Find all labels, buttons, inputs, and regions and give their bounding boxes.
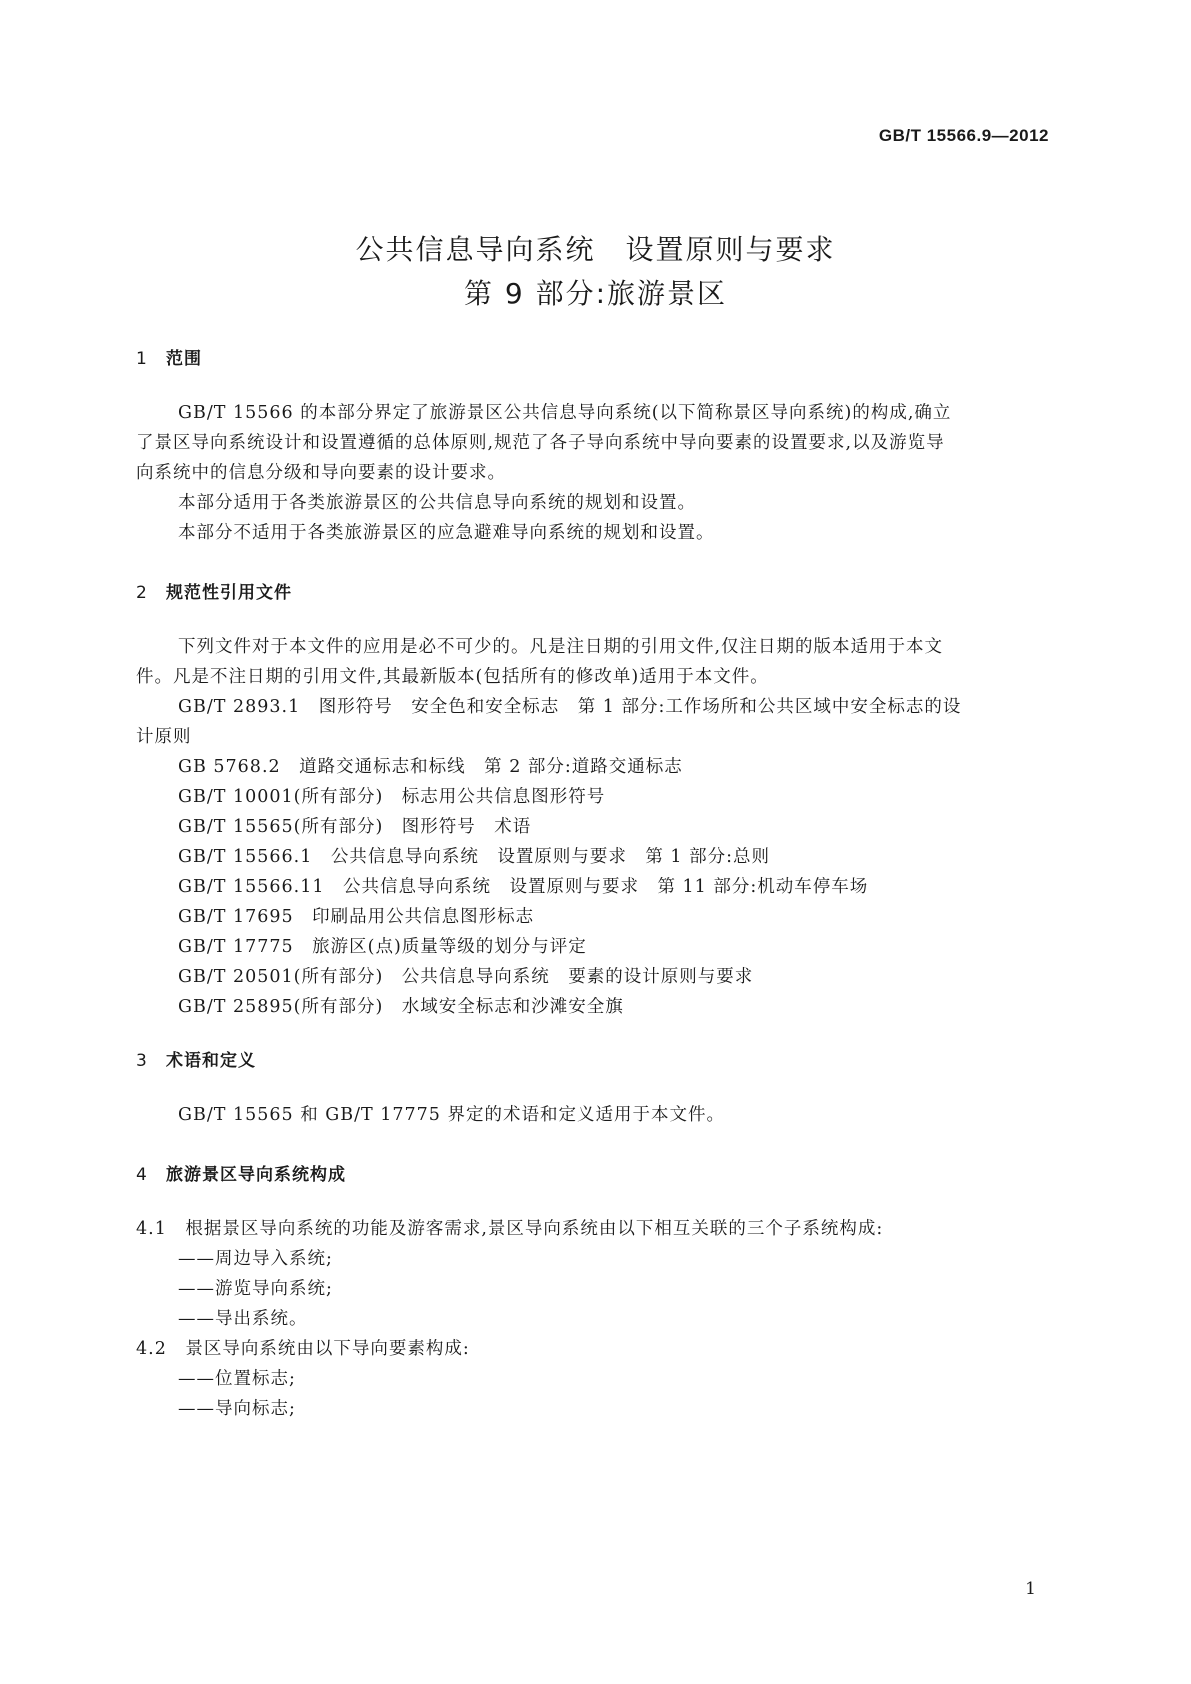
document-title-line2: 第 9 部分:旅游景区 <box>463 277 728 310</box>
section-number: 2 <box>136 583 148 603</box>
section-number: 1 <box>136 349 148 369</box>
section-4-heading <box>136 1160 346 1185</box>
section-title: 旅游景区导向系统构成 <box>166 1165 346 1185</box>
clause-4-2: 4.2 景区导向系统由以下导向要素构成: <box>136 1339 470 1359</box>
reference-item: GB/T 15566.11 公共信息导向系统 设置原则与要求 第 11 部分:机动车停车场 <box>178 877 869 897</box>
section-3-heading <box>136 1046 256 1071</box>
reference-item: GB/T 15566.1 公共信息导向系统 设置原则与要求 第 1 部分:总则 <box>178 847 770 867</box>
paragraph-line: 件。凡是不注日期的引用文件,其最新版本(包括所有的修改单)适用于本文件。 <box>136 667 769 687</box>
section-number: 4 <box>136 1165 148 1185</box>
list-item: ——周边导入系统; <box>178 1249 333 1269</box>
reference-item-cont: 计原则 <box>136 727 192 747</box>
list-item: ——导向标志; <box>178 1399 296 1419</box>
section-title: 规范性引用文件 <box>166 583 292 603</box>
section-1-heading <box>136 344 202 369</box>
list-item: ——游览导向系统; <box>178 1279 333 1299</box>
reference-item: GB 5768.2 道路交通标志和标线 第 2 部分:道路交通标志 <box>178 757 683 777</box>
paragraph-line: 向系统中的信息分级和导向要素的设计要求。 <box>136 463 506 483</box>
reference-item: GB/T 20501(所有部分) 公共信息导向系统 要素的设计原则与要求 <box>178 967 754 987</box>
paragraph-line: GB/T 15566 的本部分界定了旅游景区公共信息导向系统(以下简称景区导向系统)的构成,确立 <box>178 403 952 423</box>
reference-item: GB/T 10001(所有部分) 标志用公共信息图形符号 <box>178 787 606 807</box>
paragraph-line: 本部分不适用于各类旅游景区的应急避难导向系统的规划和设置。 <box>178 523 715 543</box>
document-title-line1: 公共信息导向系统 设置原则与要求 <box>355 233 836 266</box>
section-2-heading <box>136 578 292 603</box>
paragraph-line: 本部分适用于各类旅游景区的公共信息导向系统的规划和设置。 <box>178 493 696 513</box>
reference-item: GB/T 17695 印刷品用公共信息图形标志 <box>178 907 535 927</box>
list-item: ——位置标志; <box>178 1369 296 1389</box>
section-title: 范围 <box>166 349 202 369</box>
section-title: 术语和定义 <box>166 1051 256 1071</box>
reference-item: GB/T 15565(所有部分) 图形符号 术语 <box>178 817 532 837</box>
reference-item: GB/T 2893.1 图形符号 安全色和安全标志 第 1 部分:工作场所和公共区域中安全标志的设 <box>178 697 962 717</box>
reference-item: GB/T 25895(所有部分) 水域安全标志和沙滩安全旗 <box>178 997 624 1017</box>
paragraph-line: 了景区导向系统设计和设置遵循的总体原则,规范了各子导向系统中导向要素的设置要求,以及游览导 <box>136 433 945 453</box>
section-number: 3 <box>136 1051 148 1071</box>
standard-code: GB/T 15566.9—2012 <box>878 126 1049 145</box>
paragraph-line: GB/T 15565 和 GB/T 17775 界定的术语和定义适用于本文件。 <box>178 1105 725 1125</box>
page-number: 1 <box>1025 1579 1036 1599</box>
clause-4-1: 4.1 根据景区导向系统的功能及游客需求,景区导向系统由以下相互关联的三个子系统构成: <box>136 1219 884 1239</box>
reference-item: GB/T 17775 旅游区(点)质量等级的划分与评定 <box>178 937 587 957</box>
list-item: ——导出系统。 <box>178 1309 308 1329</box>
paragraph-line: 下列文件对于本文件的应用是必不可少的。凡是注日期的引用文件,仅注日期的版本适用于本文 <box>178 637 944 657</box>
